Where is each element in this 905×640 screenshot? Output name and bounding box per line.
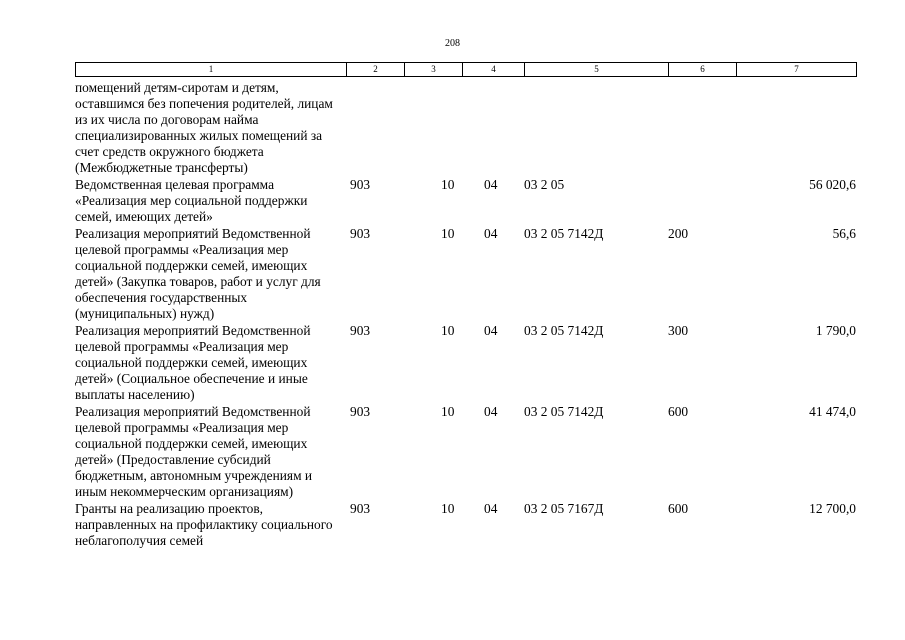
row-section-code: 10 <box>441 177 455 192</box>
column-header-row <box>76 63 857 77</box>
table-row <box>75 404 856 501</box>
row-subsection-code: 04 <box>484 226 498 241</box>
row-target-article: 03 2 05 7142Д <box>524 404 604 419</box>
page-number: 208 <box>445 38 460 49</box>
column-header-7: 7 <box>737 63 857 77</box>
column-header-4: 4 <box>463 63 525 77</box>
row-subsection-code <box>462 80 524 177</box>
row-ministry-code: 903 <box>350 501 371 516</box>
row-amount: 41 474,0 <box>809 404 856 419</box>
row-name: Ведомственная целевая программа «Реализация мер социальной поддержки семей, имеющих детей» <box>75 177 308 224</box>
column-header-1: 1 <box>76 63 347 77</box>
row-expense-type <box>668 80 736 177</box>
row-ministry-code: 903 <box>350 404 371 419</box>
row-expense-type: 300 <box>668 323 689 338</box>
row-subsection-code: 04 <box>484 177 498 192</box>
row-subsection-code: 04 <box>484 404 498 419</box>
row-subsection-code: 04 <box>484 323 498 338</box>
table-row <box>75 501 856 550</box>
row-target-article <box>524 80 668 177</box>
row-name: Гранты на реализацию проектов, направленных на профилактику социального неблагополучия семей <box>75 501 333 548</box>
row-name: Реализация мероприятий Ведомственной целевой программы «Реализация мер социальной поддержки семей, имеющих детей» (Закупка товаров, работ и услуг для обеспечения государственных (муниципальных) нужд) <box>75 226 321 321</box>
table-row <box>75 323 856 404</box>
row-subsection-code: 04 <box>484 501 498 516</box>
row-ministry-code <box>346 80 404 177</box>
row-amount: 1 790,0 <box>815 323 856 338</box>
row-name: помещений детям-сиротам и детям, оставшимся без попечения родителей, лицам из их числа по договорам найма специализированных жилых помещений за счет средств окружного бюджета (Межбюджетные трансферты) <box>75 80 333 175</box>
row-target-article: 03 2 05 7167Д <box>524 501 604 516</box>
row-target-article: 03 2 05 <box>524 177 565 192</box>
column-header-2: 2 <box>347 63 405 77</box>
row-expense-type: 200 <box>668 226 689 241</box>
row-section-code: 10 <box>441 226 455 241</box>
column-header-table <box>75 62 857 77</box>
table-row <box>75 226 856 323</box>
row-name: Реализация мероприятий Ведомственной целевой программы «Реализация мер социальной поддержки семей, имеющих детей» (Предоставление субсидий бюджетным, автономным учреждениям и иным некоммерческим организациям) <box>75 404 313 499</box>
row-amount: 12 700,0 <box>809 501 856 516</box>
row-amount: 56,6 <box>832 226 856 241</box>
row-section-code <box>404 80 462 177</box>
row-amount: 56 020,6 <box>809 177 856 192</box>
row-expense-type: 600 <box>668 404 689 419</box>
row-expense-type <box>668 177 736 226</box>
table-row <box>75 177 856 226</box>
row-expense-type: 600 <box>668 501 689 516</box>
budget-table <box>75 80 856 550</box>
column-header-6: 6 <box>669 63 737 77</box>
row-target-article: 03 2 05 7142Д <box>524 226 604 241</box>
row-amount <box>736 80 856 177</box>
row-section-code: 10 <box>441 323 455 338</box>
row-section-code: 10 <box>441 404 455 419</box>
row-ministry-code: 903 <box>350 226 371 241</box>
table-row <box>75 80 856 177</box>
row-section-code: 10 <box>441 501 455 516</box>
row-target-article: 03 2 05 7142Д <box>524 323 604 338</box>
row-name: Реализация мероприятий Ведомственной целевой программы «Реализация мер социальной поддержки семей, имеющих детей» (Социальное обеспечение и иные выплаты населению) <box>75 323 311 402</box>
column-header-5: 5 <box>525 63 669 77</box>
row-ministry-code: 903 <box>350 177 371 192</box>
column-header-3: 3 <box>405 63 463 77</box>
row-ministry-code: 903 <box>350 323 371 338</box>
